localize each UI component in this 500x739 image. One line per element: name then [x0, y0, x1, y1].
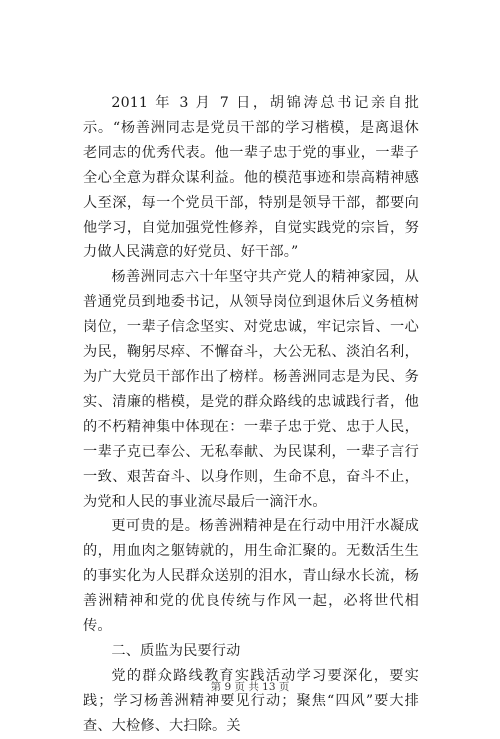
paragraph-mass-line-practice: 党的群众路线教育实践活动学习要深化，要实践；学习杨善洲精神要见行动；聚焦“四风”要大排查、大检修、大扫除。关	[83, 667, 419, 734]
paragraph-yang-shanzhou-sixty-years: 杨善洲同志六十年坚守共产党人的精神家园，从普通党员到地委书记，从领导岗位到退休后义务植树岗位，一辈子信念坚实、对党忠诚，牢记宗旨、一心为民，鞠躬尽瘁、不懈奋斗，大公无私、淡泊名利，为广大党员干部作出了榜样。杨善洲同志是为民、务实、清廉的楷模，是党的群众路线的忠诚践行者，他的不朽精神集中体现在：一辈子忠于党、忠于人民，一辈子克已奉公、无私奉献、为民谋利，一辈子言行一致、艰苦奋斗、以身作则，生命不息，奋斗不止，为党和人民的事业流尽最后一滴汗水。	[83, 269, 419, 510]
document-body	[83, 91, 419, 739]
section-heading: 二、质监为民要行动	[111, 642, 241, 659]
paragraph-more-valuable: 更可贵的是。杨善洲精神是在行动中用汗水凝成的，用血肉之躯铸就的，用生命汇聚的。无数活生生的事实化为人民群众送别的泪水，青山绿水长流，杨善洲精神和党的优良传统与作风一起，必将世代相传。	[83, 518, 419, 635]
page-footer: 第 9 页 共 13 页	[210, 681, 290, 693]
paragraph-hu-jintao-instruction: 2011 年 3 月 7 日，胡锦涛总书记亲自批示。“杨善洲同志是党员干部的学习楷模，是离退休老同志的优秀代表。他一辈子忠于党的事业，一辈子全心全意为群众谋利益。他的模范事迹和崇高精神感人至深，每一个党员干部，特别是领导干部，都要向他学习，自觉加强党性修养，自觉实践党的宗旨，努力做人民满意的好党员、好干部。”	[83, 95, 419, 261]
